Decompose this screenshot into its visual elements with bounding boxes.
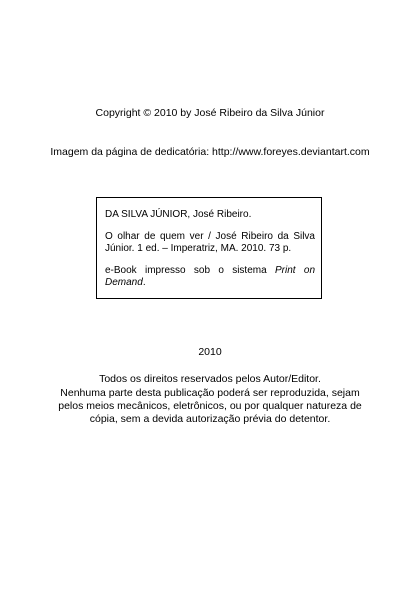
print-note-prefix: e-Book impresso sob o sistema bbox=[105, 264, 275, 276]
notice-line: cópia, sem a devida autorização prévia do detentor. bbox=[89, 413, 331, 425]
print-note-italic: Print on Demand bbox=[105, 264, 316, 288]
notice-line: Nenhuma parte desta publicação poderá ser reproduzida, sejam bbox=[60, 387, 360, 399]
catalog-print-note bbox=[105, 265, 315, 290]
reproduction-notice bbox=[40, 387, 380, 426]
catalog-title-entry: O olhar de quem ver / José Ribeiro da Silva Júnior. 1 ed. – Imperatriz, MA. 2010. 73 p. bbox=[105, 230, 315, 254]
rights-statement: Todos os direitos reservados pelos Autor/Editor. bbox=[99, 373, 321, 385]
catalog-record-box bbox=[96, 197, 322, 299]
publication-year: 2010 bbox=[198, 346, 222, 358]
notice-line: pelos meios mecânicos, eletrônicos, ou por qualquer natureza de bbox=[58, 400, 362, 412]
image-credit-line: Imagem da página de dedicatória: http://www.foreyes.deviantart.com bbox=[50, 146, 370, 158]
catalog-author-heading: DA SILVA JÚNIOR, José Ribeiro. bbox=[105, 209, 252, 220]
copyright-line: Copyright © 2010 by José Ribeiro da Silva Júnior bbox=[95, 107, 325, 119]
print-note-suffix: . bbox=[142, 277, 146, 288]
